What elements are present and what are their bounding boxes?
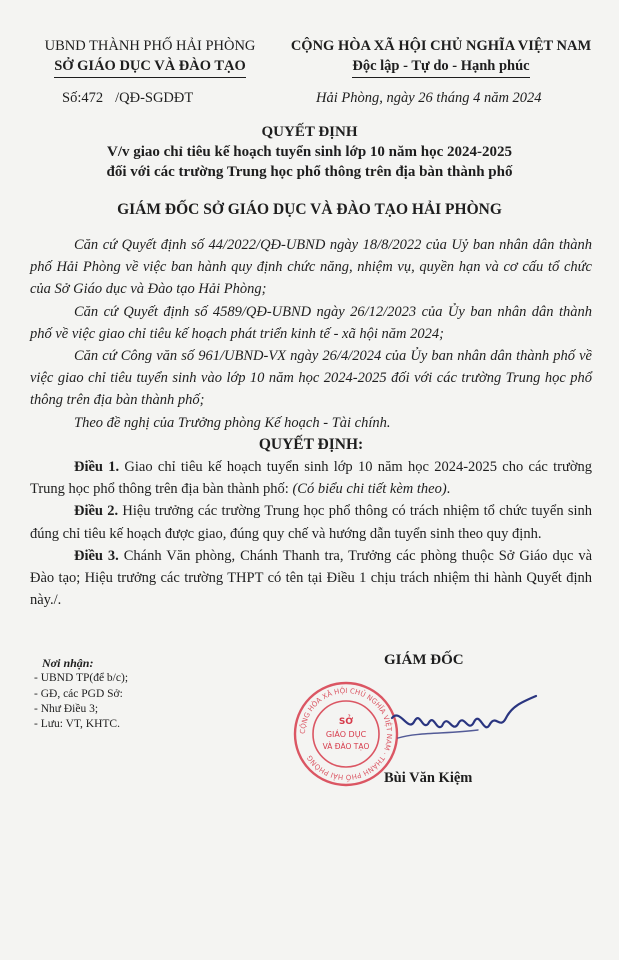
subject-line-1: V/v giao chỉ tiêu kế hoạch tuyển sinh lớp 10 năm học 2024-2025	[106, 144, 512, 160]
seal-center-line-1: SỞ	[338, 717, 354, 727]
seal-center-line-2: GIÁO DỤC	[325, 730, 367, 739]
article-1-end: .	[446, 481, 451, 498]
issuer-block	[30, 36, 270, 78]
document-number-suffix: /QĐ-SGDĐT	[115, 90, 194, 106]
recipient-item: - Như Điều 3;	[34, 702, 99, 715]
issuer-name: SỞ GIÁO DỤC VÀ ĐÀO TẠO	[54, 56, 246, 78]
national-motto-block	[276, 36, 606, 78]
article-1	[30, 456, 592, 500]
article-3-label: Điều 3.	[74, 547, 119, 564]
basis-3: Căn cứ Công văn số 961/UBND-VX ngày 26/4/2024 của Ủy ban nhân dân thành phố về việc giao chỉ tiêu tuyển sinh vào lớp 10 năm học 2024-2025 đối với các trường Trung học phổ thông trên địa bàn thành phố;	[30, 348, 592, 409]
issuer-parent: UBND THÀNH PHỐ HẢI PHÒNG	[44, 38, 256, 54]
document-number	[62, 90, 205, 107]
article-2-text: Hiệu trưởng các trường Trung học phổ thông có trách nhiệm tổ chức tuyển sinh đúng chỉ tiêu kế hoạch được giao, đúng quy chế và hướng dẫn tuyển sinh theo quy định.	[30, 503, 592, 542]
issuing-authority: GIÁM ĐỐC SỞ GIÁO DỤC VÀ ĐÀO TẠO HẢI PHÒNG	[117, 201, 502, 218]
signer-title: GIÁM ĐỐC	[384, 652, 464, 668]
national-motto: Độc lập - Tự do - Hạnh phúc	[352, 56, 529, 78]
handwritten-signature	[388, 688, 548, 758]
signer-name: Bùi Văn Kiệm	[384, 770, 473, 786]
basis-2: Căn cứ Quyết định số 4589/QĐ-UBND ngày 26/12/2023 của Ủy ban nhân dân thành phố về việc giao chỉ tiêu kế hoạch phát triển kinh tế - xã hội năm 2024;	[30, 303, 592, 342]
document-title: QUYẾT ĐỊNH	[261, 124, 358, 140]
seal-center-line-3: VÀ ĐÀO TẠO	[322, 742, 370, 751]
subject-line-2: đối với các trường Trung học phổ thông trên địa bàn thành phố	[106, 164, 513, 180]
article-3-text: Chánh Văn phòng, Chánh Thanh tra, Trưởng các phòng thuộc Sở Giáo dục và Đào tạo; Hiệu trưởng các trường THPT có tên tại Điều 1 chịu trách nhiệm thi hành Quyết định này./.	[30, 547, 593, 609]
document-body	[30, 234, 592, 611]
recipient-item: - Lưu: VT, KHTC.	[34, 718, 120, 731]
article-3	[30, 545, 592, 612]
basis-4: Theo đề nghị của Trưởng phòng Kế hoạch - Tài chính.	[74, 414, 391, 431]
recipient-item: - GĐ, các PGD Sở:	[34, 687, 123, 700]
article-1-text: Giao chỉ tiêu kế hoạch tuyển sinh lớp 10 năm học 2024-2025 cho các trường Trung học phổ thông trên địa bàn thành phố:	[30, 459, 592, 498]
article-1-note: (Có biểu chi tiết kèm theo)	[292, 481, 447, 498]
seal-ring-text: CỘNG HÒA XÃ HỘI CHỦ NGHĨA VIỆT NAM · THÀNH PHỐ HẢI PHÒNG	[298, 686, 394, 782]
recipients-label: Nơi nhận:	[42, 656, 94, 670]
article-1-label: Điều 1.	[74, 459, 120, 476]
document-number-prefix: Số:472	[62, 90, 104, 106]
basis-1: Căn cứ Quyết định số 44/2022/QĐ-UBND ngày 18/8/2022 của Uỷ ban nhân dân thành phố Hải Phòng về việc ban hành quy định chức năng, nhiệm vụ, quyền hạn và cơ cấu tổ chức của Sở Giáo dục và Đào tạo Hải Phòng;	[30, 237, 592, 298]
recipient-item: - UBND TP(để b/c);	[34, 672, 129, 685]
recipients-block	[34, 656, 128, 732]
decision-heading: QUYẾT ĐỊNH:	[258, 435, 364, 453]
article-2-label: Điều 2.	[74, 503, 119, 520]
national-title: CỘNG HÒA XÃ HỘI CHỦ NGHĨA VIỆT NAM	[290, 38, 592, 54]
document-date: Hải Phòng, ngày 26 tháng 4 năm 2024	[316, 90, 542, 106]
article-2	[30, 500, 592, 544]
